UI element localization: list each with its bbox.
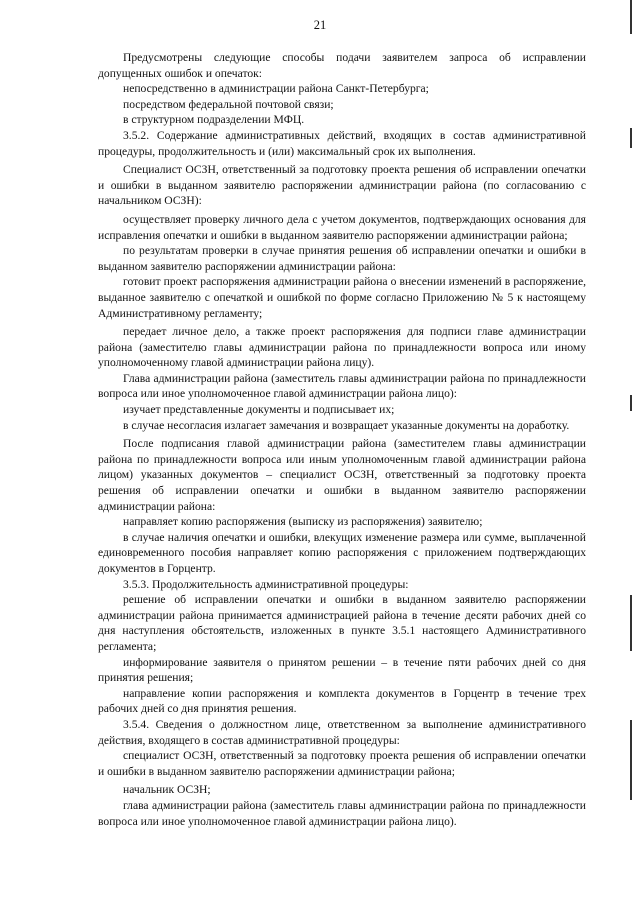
list-item-check: осуществляет проверку личного дела с учетом документов, подтверждающих основания для исправления опечатки и ошибки в выданном заявителю распоряжении администрации района;: [98, 212, 586, 242]
scan-edge-mark: [630, 720, 632, 800]
paragraph-submission-methods: Предусмотрены следующие способы подачи заявителем запроса об исправлении допущенных ошибок и опечаток:: [98, 51, 586, 80]
list-item-disagreement: в случае несогласия излагает замечания и возвращает указанные документы на доработку.: [123, 418, 570, 432]
section-3-5-4-heading: 3.5.4. Сведения о должностном лице, ответственном за выполнение административного действия, входящего в состав административной процедуры:: [98, 717, 586, 747]
list-item-prepare-draft: готовит проект распоряжения администрации района о внесении изменений в распоряжение, выданное заявителю с опечаткой и ошибкой по форме согласно Приложению № 5 к настоящему Административному регламенту;: [98, 275, 586, 320]
paragraph-specialist: Специалист ОСЗН, ответственный за подготовку проекта решения об исправлении опечатки и ошибки в выданном заявителю распоряжении администрации района (по согласованию с начальником ОСЗН):: [98, 163, 586, 208]
list-item-decision-term: решение об исправлении опечатки и ошибки в выданном заявителю распоряжении администрации района принимается администрацией района в течение десяти рабочих дней со дня наступления обстоятельств, изложенных в пункте 3.5.1 настоящего Административного регламента;: [98, 593, 586, 653]
list-item-inform-term: информирование заявителя о принятом решении – в течение пяти рабочих дней со дня принятия решения;: [98, 655, 586, 685]
page-number: 21: [313, 18, 327, 32]
list-item-responsible-specialist: специалист ОСЗН, ответственный за подготовку проекта решения об исправлении опечатки и ошибки в выданном заявителю распоряжении администрации района;: [98, 749, 586, 778]
scan-edge-mark: [630, 595, 632, 651]
scan-edge-mark: [630, 0, 632, 34]
list-item-post: посредством федеральной почтовой связи;: [123, 97, 334, 111]
list-item-mfc: в структурном подразделении МФЦ.: [123, 113, 305, 127]
scan-edge-mark: [630, 128, 632, 148]
list-item-gorcentr: в случае наличия опечатки и ошибки, влекущих изменение размера или сумме, выплаченной единовременного пособия направляет копию распоряжения с приложением подтверждающих документов в Горцентр.: [98, 530, 586, 575]
list-item-send-copy: направляет копию распоряжения (выписку из распоряжения) заявителю;: [123, 515, 483, 529]
list-item-head-ozsn: начальник ОСЗН;: [123, 783, 211, 797]
list-item-head-admin: глава администрации района (заместитель главы администрации района по принадлежности вопроса или иное уполномоченное главой администрации района лицо).: [98, 798, 586, 828]
list-item-transfer: передает личное дело, а также проект распоряжения для подписи главе администрации района (заместителю главы администрации района по принадлежности вопроса или иному уполномоченному главой администрации района лицу).: [98, 325, 586, 370]
list-item-send-term: направление копии распоряжения и комплекта документов в Горцентр в течение трех рабочих дней со дня принятия решения.: [98, 686, 586, 716]
list-item-results: по результатам проверки в случае принятия решения об исправлении опечатки и ошибки в выданном заявителю распоряжении администрации района:: [98, 244, 586, 273]
paragraph-after-signing: После подписания главой администрации района (заместителем главы администрации района по принадлежности вопроса или иным уполномоченным главой администрации района лицом) указанных документов – специалист ОСЗН, ответственный за подготовку проекта решения об исправлении опечатки и ошибки в выданном заявителю распоряжении администрации района:: [98, 437, 586, 513]
list-item-study: изучает представленные документы и подписывает их;: [123, 403, 395, 417]
document-body: [98, 50, 586, 829]
list-item-direct: непосредственно в администрации района Санкт-Петербурга;: [123, 82, 429, 96]
section-3-5-2-heading: 3.5.2. Содержание административных действий, входящих в состав административной процедуры, продолжительность и (или) максимальный срок их выполнения.: [98, 128, 586, 158]
paragraph-head-admin: Глава администрации района (заместитель главы администрации района по принадлежности вопроса или иное уполномоченное главой администрации района лицо):: [98, 371, 586, 401]
scan-edge-mark: [630, 395, 632, 411]
section-3-5-3-heading: 3.5.3. Продолжительность административной процедуры:: [123, 577, 409, 591]
